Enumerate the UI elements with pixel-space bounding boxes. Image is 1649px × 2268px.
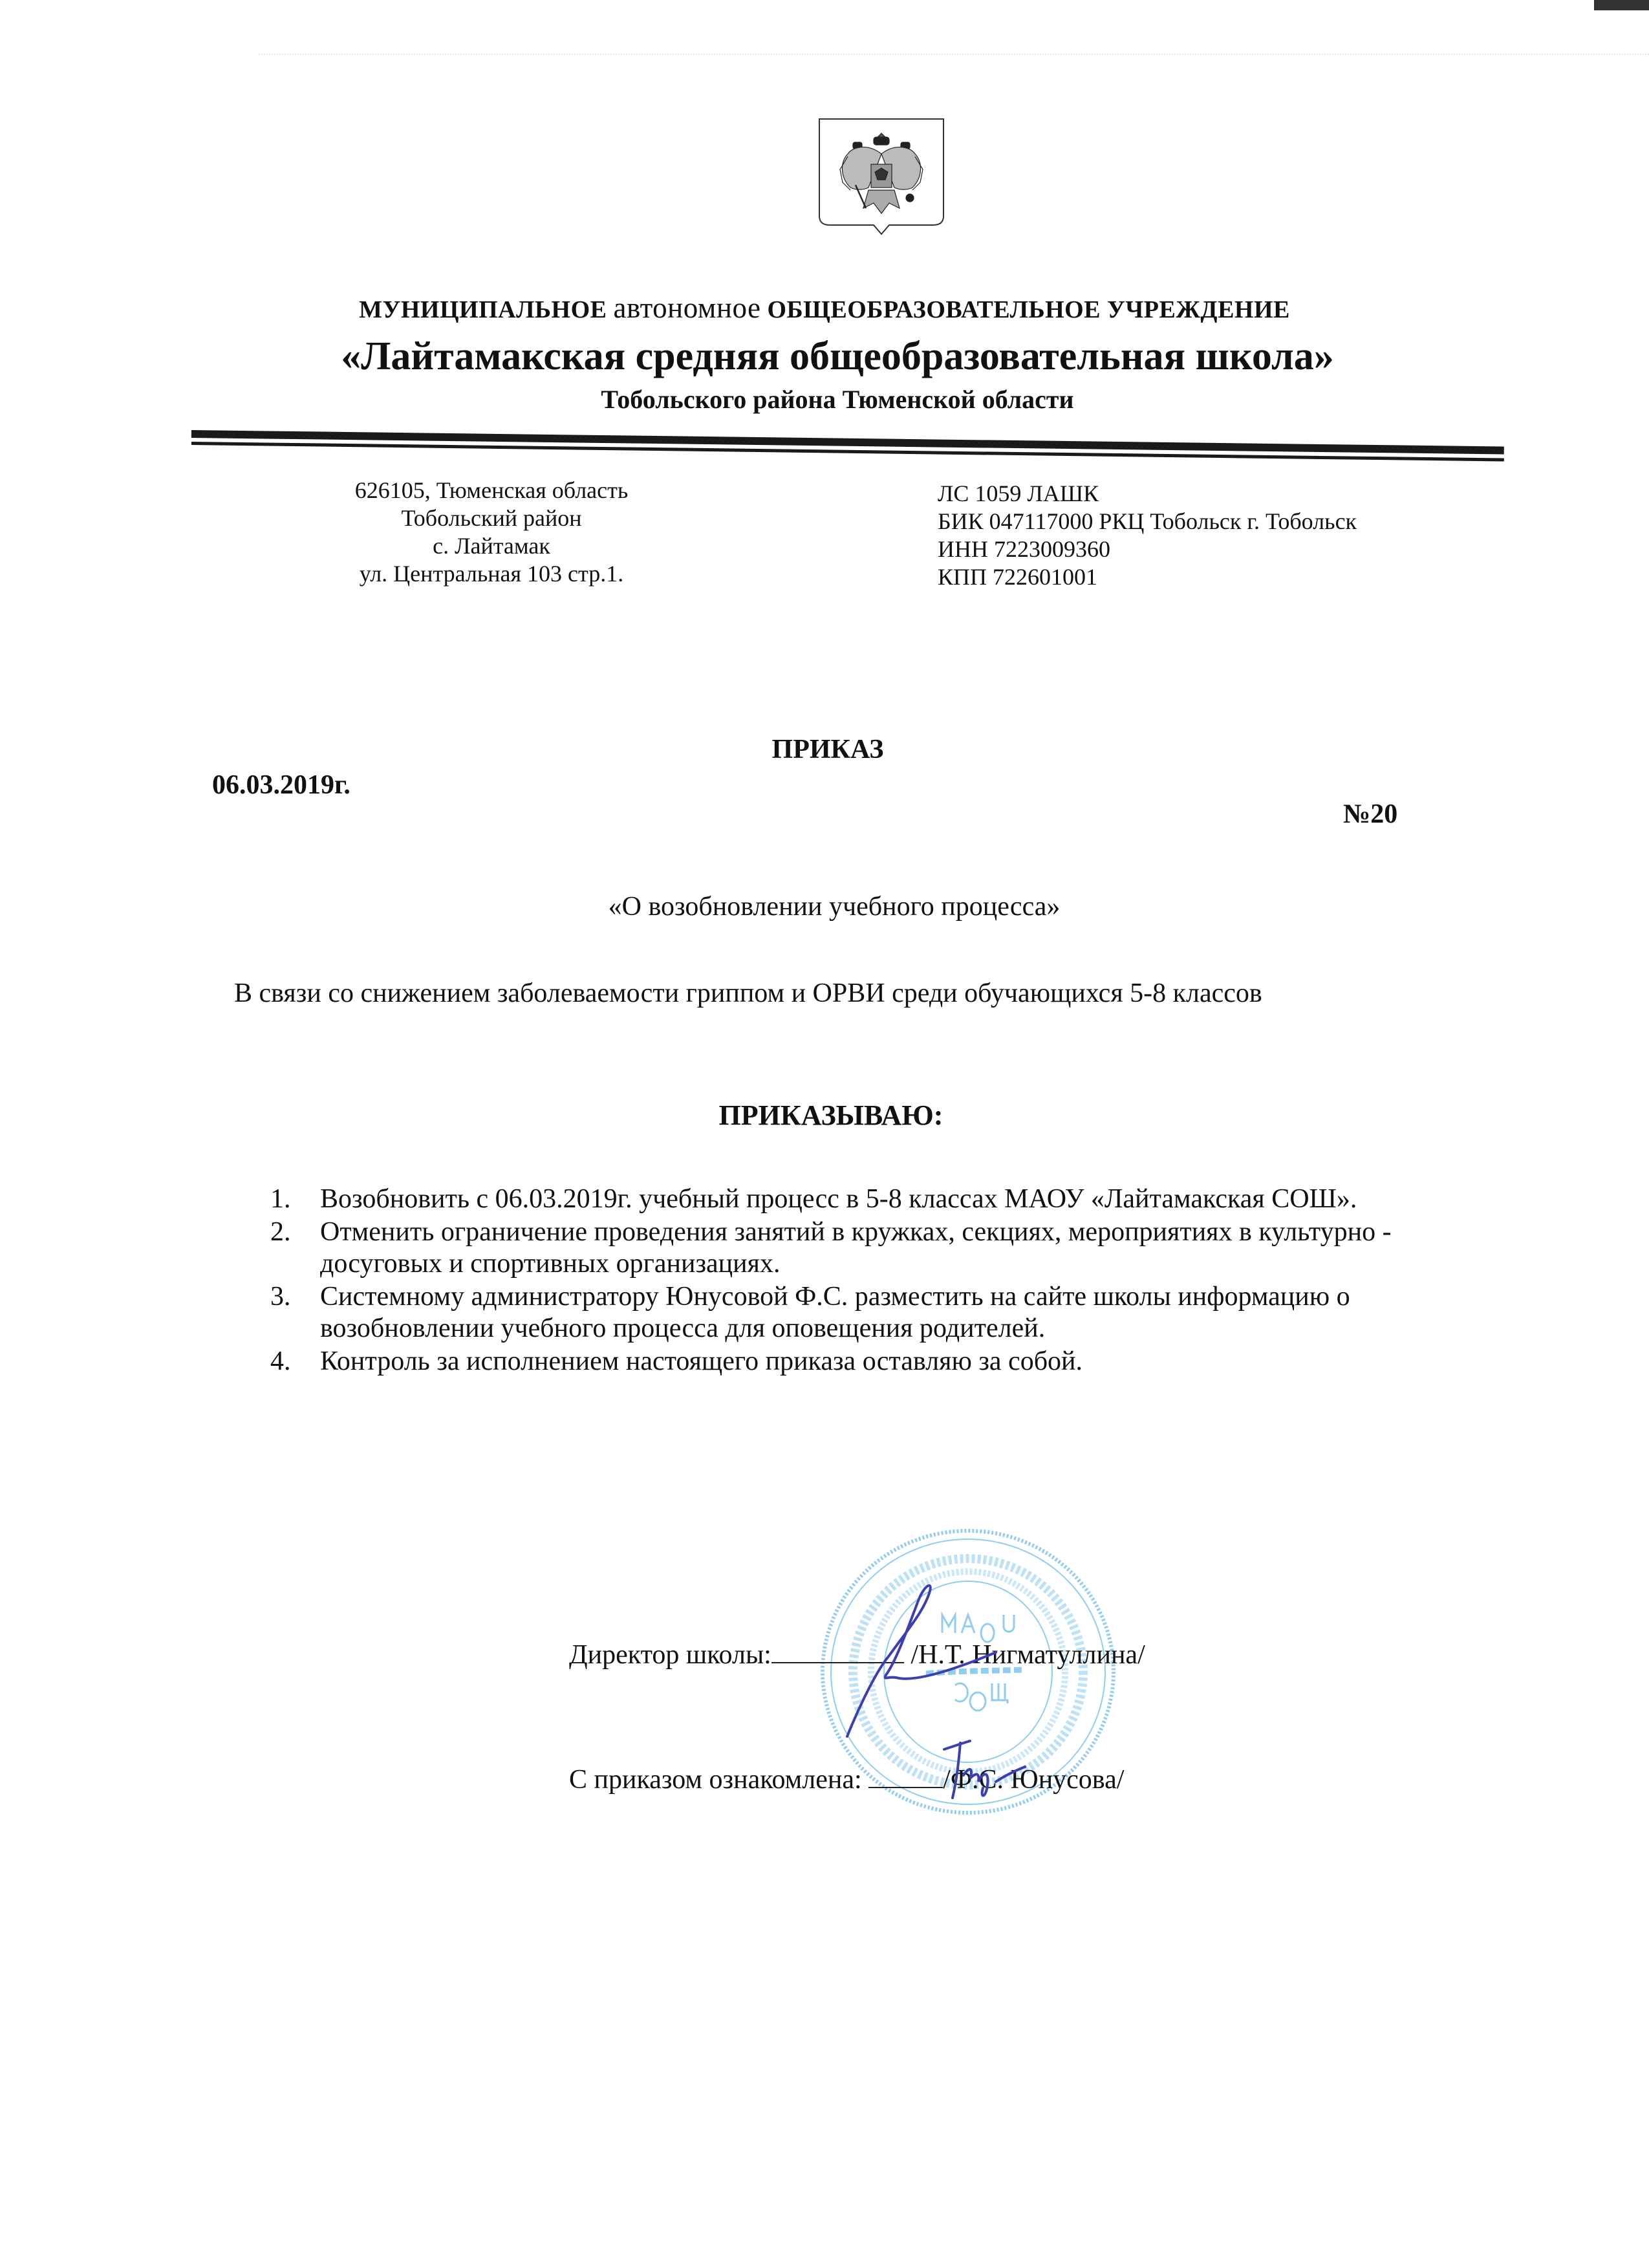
- order-subject: «О возобновлении учебного процесса»: [608, 892, 1061, 922]
- bank-detail-line: КПП 722601001: [938, 564, 1098, 590]
- order-items: [233, 1183, 1474, 1379]
- address-line: с. Лайтамак: [433, 533, 550, 559]
- director-label: Директор школы:: [569, 1640, 771, 1670]
- order-item-number: 4.: [270, 1346, 291, 1376]
- order-item-number: 1.: [270, 1184, 291, 1214]
- address-line: Тобольский район: [401, 505, 582, 531]
- acknowledgement-signature-line: [868, 1786, 943, 1788]
- order-item: [233, 1346, 1474, 1377]
- address-line: 626105, Тюменская область: [354, 477, 629, 503]
- acknowledgement-name: /Ф.С. Юнусова/: [943, 1765, 1125, 1795]
- school-name: «Лайтамакская средняя общеобразовательная школа»: [341, 334, 1334, 378]
- order-item-number: 3.: [270, 1282, 291, 1312]
- institution-type: [0, 291, 1649, 327]
- order-item-text: Контроль за исполнением настоящего приказа оставляю за собой.: [320, 1346, 1083, 1376]
- institution-type-part-2: автономное: [613, 292, 761, 324]
- bank-detail-line: БИК 047117000 РКЦ Тобольск г. Тобольск: [938, 508, 1357, 534]
- director-signature-row: [569, 1639, 1145, 1670]
- decree-heading: ПРИКАЗЫВАЮ:: [718, 1099, 943, 1131]
- director-name: /Н.Т. Нигматуллина/: [911, 1640, 1145, 1670]
- bank-detail-line: ЛС 1059 ЛАШК: [938, 481, 1099, 506]
- order-item: [233, 1216, 1474, 1280]
- order-number: №20: [1343, 799, 1398, 829]
- bank-detail-line: ИНН 7223009360: [938, 536, 1110, 562]
- order-title: ПРИКАЗ: [771, 735, 884, 764]
- postal-address: [310, 477, 673, 588]
- order-item-number: 2.: [270, 1217, 291, 1247]
- acknowledgement-row: [569, 1764, 1124, 1795]
- order-item-text: Возобновить с 06.03.2019г. учебный процесс в 5-8 классах МАОУ «Лайтамакская СОШ».: [320, 1184, 1357, 1214]
- institution-type-part-1: МУНИЦИПАЛЬНОЕ: [359, 296, 614, 323]
- acknowledgement-label: С приказом ознакомлена:: [569, 1765, 862, 1795]
- institution-type-part-3: ОБЩЕОБРАЗОВАТЕЛЬНОЕ УЧРЕЖДЕНИЕ: [760, 296, 1290, 323]
- order-item: [233, 1281, 1474, 1345]
- order-preamble: В связи со снижением заболеваемости гриппом и ОРВИ среди обучающихся 5-8 классов: [234, 978, 1262, 1008]
- director-signature-line: [771, 1661, 904, 1663]
- bank-details: [938, 480, 1357, 591]
- school-region: Тобольского района Тюменской области: [601, 385, 1074, 414]
- order-item-text: Отменить ограничение проведения занятий в кружках, секциях, мероприятиях в культурно - досуговых и спортивных организациях.: [320, 1217, 1392, 1279]
- order-date: 06.03.2019г.: [212, 770, 350, 800]
- address-line: ул. Центральная 103 стр.1.: [359, 561, 624, 587]
- scanner-edge: [1594, 0, 1649, 10]
- scanner-line: [259, 54, 1649, 55]
- order-item-text: Системному администратору Юнусовой Ф.С. разместить на сайте школы информацию о возобновлении учебного процесса для оповещения родителей.: [320, 1282, 1350, 1343]
- russian-coat-of-arms-icon: [817, 115, 946, 244]
- order-item: [233, 1183, 1474, 1215]
